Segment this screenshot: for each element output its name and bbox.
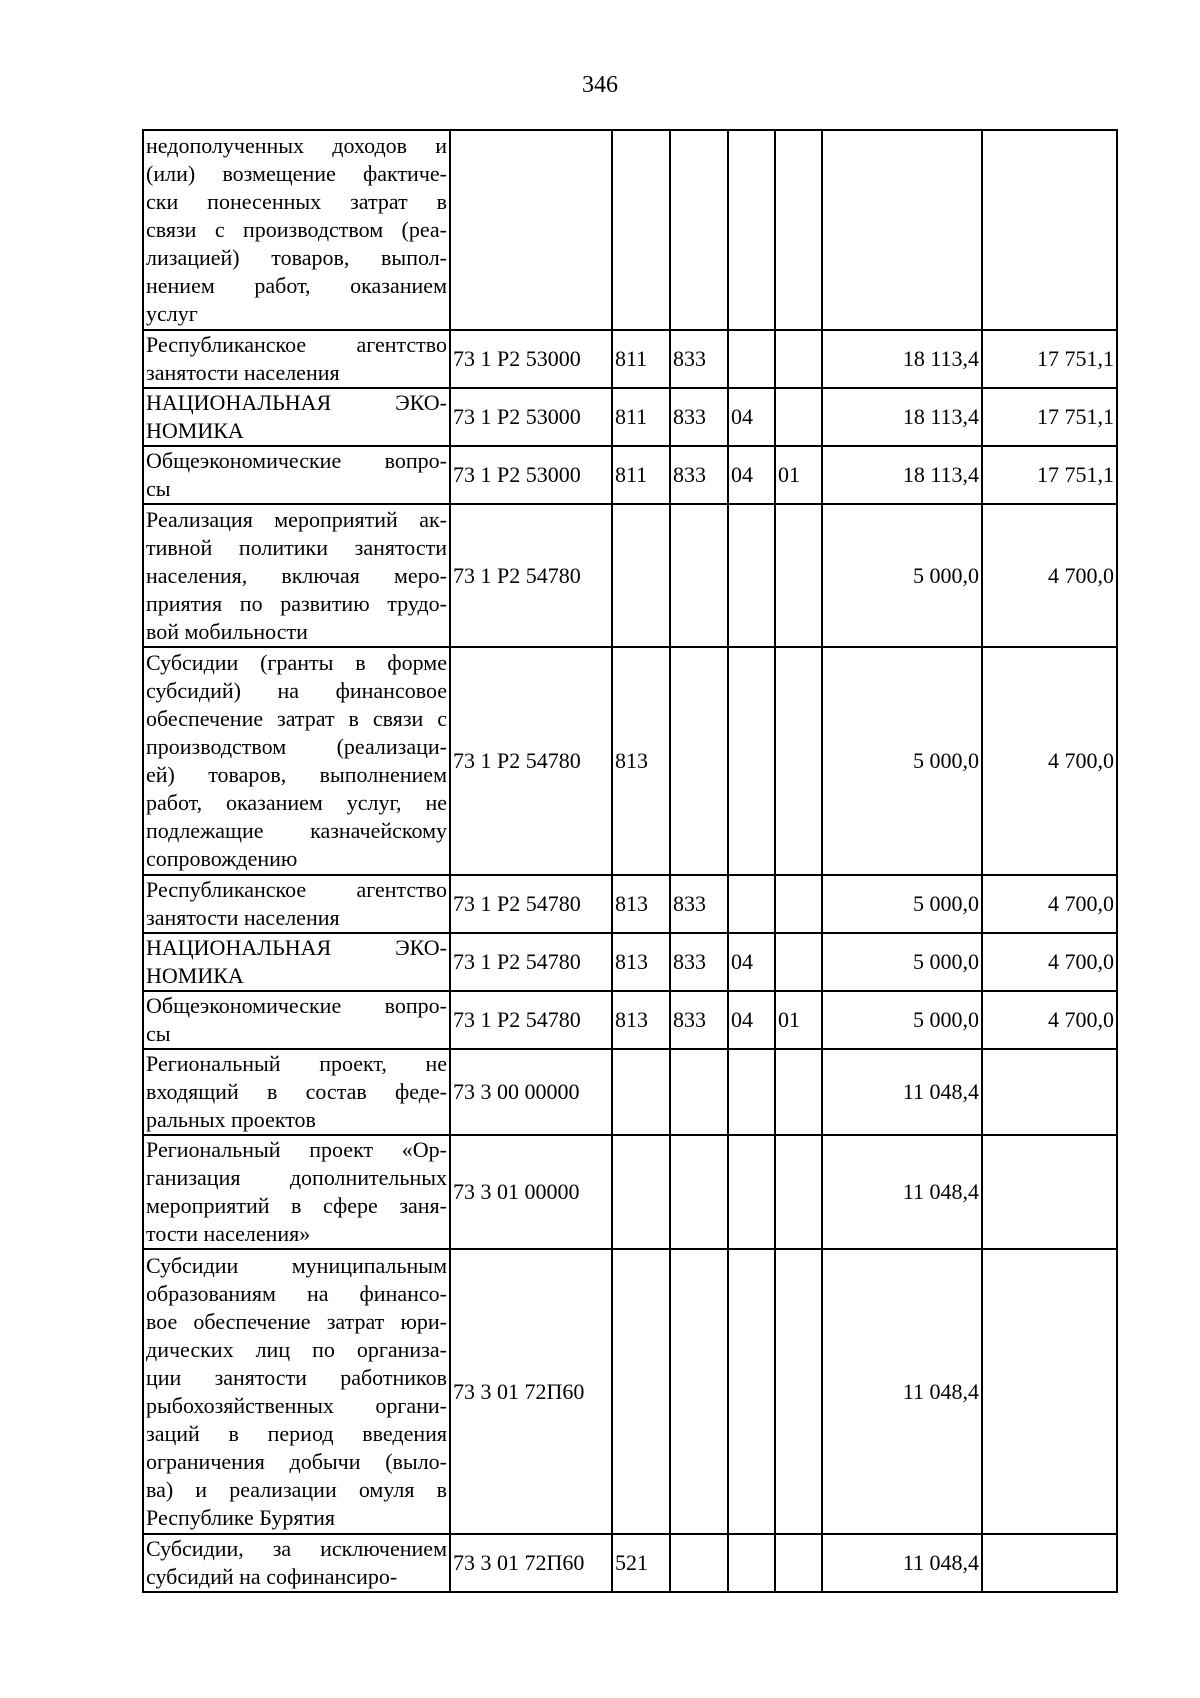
- amount-year2-cell: 4 700,0: [982, 991, 1117, 1049]
- table-row: [143, 504, 1117, 647]
- row-name-line: недополученных доходов и: [146, 133, 447, 158]
- budget-table: [142, 129, 1118, 1593]
- row-name-line: вой мобильности: [146, 618, 308, 644]
- row-name-line: дических лиц по организа-: [146, 1336, 447, 1362]
- row-name-line: ей) товаров, выполнением: [146, 762, 447, 787]
- row-name-line: образованиям на финансо-: [146, 1280, 447, 1306]
- subsection-cell: [775, 1534, 822, 1592]
- expense-type-cell: [612, 130, 670, 330]
- expense-type-cell: [612, 504, 670, 647]
- row-name-line: Субсидии муниципальным: [146, 1252, 447, 1278]
- subsection-cell: [775, 1249, 822, 1534]
- row-name-line: Субсидии, за исключением: [146, 1536, 447, 1561]
- row-name-line: Республиканское агентство: [146, 877, 447, 902]
- row-name-line: субсидий на софинансиро-: [146, 1564, 398, 1589]
- amount-year1-cell: 11 048,4: [822, 1049, 982, 1135]
- row-name-line: ва) и реализации омуля в: [146, 1476, 447, 1502]
- code-cell: 73 1 P2 53000: [450, 330, 612, 388]
- row-name-line: населения, включая меро-: [146, 562, 447, 588]
- row-name-cell: [143, 1135, 450, 1249]
- row-name-line: НОМИКА: [146, 963, 244, 988]
- row-name-cell: [143, 875, 450, 933]
- section-cell: 04: [728, 933, 775, 991]
- row-name-line: тости населения»: [146, 1221, 311, 1246]
- row-name-line: сы: [146, 476, 171, 501]
- expense-type-cell: 813: [612, 991, 670, 1049]
- section-cell: 04: [728, 388, 775, 446]
- administrator-cell: [670, 1049, 728, 1135]
- amount-year1-cell: 11 048,4: [822, 1135, 982, 1249]
- code-cell: 73 1 P2 54780: [450, 933, 612, 991]
- amount-year2-cell: [982, 1249, 1117, 1534]
- row-name-line: ски понесенных затрат в: [146, 189, 447, 214]
- code-cell: [450, 130, 612, 330]
- expense-type-cell: 811: [612, 330, 670, 388]
- row-name-cell: [143, 1534, 450, 1592]
- row-name-line: обеспечение затрат в связи с: [146, 706, 447, 731]
- amount-year2-cell: [982, 1049, 1117, 1135]
- amount-year1-cell: 11 048,4: [822, 1534, 982, 1592]
- row-name-line: услуг: [146, 301, 198, 326]
- subsection-cell: [775, 504, 822, 647]
- expense-type-cell: 813: [612, 647, 670, 875]
- row-name-line: подлежащие казначейскому: [146, 818, 447, 843]
- section-cell: [728, 330, 775, 388]
- amount-year2-cell: 17 751,1: [982, 446, 1117, 504]
- row-name-line: Республиканское агентство: [146, 332, 447, 357]
- row-name-cell: [143, 647, 450, 875]
- amount-year1-cell: 5 000,0: [822, 875, 982, 933]
- table-row: [143, 1049, 1117, 1135]
- row-name-line: нением работ, оказанием: [146, 273, 447, 298]
- section-cell: 04: [728, 446, 775, 504]
- row-name-line: приятия по развитию трудо-: [146, 590, 447, 616]
- table-row: [143, 446, 1117, 504]
- amount-year1-cell: 11 048,4: [822, 1249, 982, 1534]
- row-name-cell: [143, 388, 450, 446]
- amount-year2-cell: 17 751,1: [982, 388, 1117, 446]
- row-name-line: субсидий) на финансовое: [146, 678, 447, 703]
- section-cell: [728, 130, 775, 330]
- row-name-line: ральных проектов: [146, 1107, 316, 1132]
- expense-type-cell: 813: [612, 875, 670, 933]
- row-name-line: Республике Бурятия: [146, 1504, 336, 1530]
- administrator-cell: [670, 647, 728, 875]
- expense-type-cell: [612, 1135, 670, 1249]
- amount-year1-cell: 5 000,0: [822, 991, 982, 1049]
- row-name-line: НАЦИОНАЛЬНАЯ ЭКО-: [146, 390, 447, 415]
- administrator-cell: [670, 130, 728, 330]
- administrator-cell: 833: [670, 446, 728, 504]
- row-name-cell: [143, 1049, 450, 1135]
- row-name-line: Общеэкономические вопро-: [146, 448, 447, 473]
- row-name-line: НАЦИОНАЛЬНАЯ ЭКО-: [146, 935, 447, 960]
- expense-type-cell: 521: [612, 1534, 670, 1592]
- code-cell: 73 1 P2 53000: [450, 388, 612, 446]
- amount-year1-cell: 5 000,0: [822, 647, 982, 875]
- table-row: [143, 130, 1117, 330]
- row-name-line: Региональный проект «Ор-: [146, 1137, 447, 1162]
- table-row: [143, 875, 1117, 933]
- amount-year1-cell: 18 113,4: [822, 388, 982, 446]
- amount-year1-cell: 5 000,0: [822, 933, 982, 991]
- row-name-line: связи с производством (реа-: [146, 217, 447, 242]
- row-name-line: лизацией) товаров, выпол-: [146, 245, 447, 270]
- table-row: [143, 330, 1117, 388]
- code-cell: 73 1 P2 54780: [450, 647, 612, 875]
- table-row: [143, 1135, 1117, 1249]
- subsection-cell: [775, 1135, 822, 1249]
- row-name-cell: [143, 991, 450, 1049]
- section-cell: [728, 504, 775, 647]
- expense-type-cell: [612, 1049, 670, 1135]
- table-row: [143, 991, 1117, 1049]
- table-row: [143, 647, 1117, 875]
- expense-type-cell: [612, 1249, 670, 1534]
- amount-year2-cell: [982, 130, 1117, 330]
- row-name-line: ганизация дополнительных: [146, 1165, 447, 1190]
- subsection-cell: [775, 647, 822, 875]
- administrator-cell: 833: [670, 875, 728, 933]
- amount-year2-cell: 4 700,0: [982, 875, 1117, 933]
- code-cell: 73 1 P2 54780: [450, 504, 612, 647]
- table-row: [143, 388, 1117, 446]
- code-cell: 73 1 P2 53000: [450, 446, 612, 504]
- row-name-line: входящий в состав феде-: [146, 1079, 447, 1104]
- row-name-line: сопровождению: [146, 846, 298, 871]
- administrator-cell: 833: [670, 388, 728, 446]
- section-cell: [728, 1049, 775, 1135]
- row-name-line: ции занятости работников: [146, 1364, 447, 1390]
- row-name-cell: [143, 933, 450, 991]
- section-cell: 04: [728, 991, 775, 1049]
- amount-year1-cell: 18 113,4: [822, 330, 982, 388]
- code-cell: 73 3 01 00000: [450, 1135, 612, 1249]
- row-name-line: занятости населения: [146, 905, 340, 930]
- subsection-cell: [775, 130, 822, 330]
- row-name-line: Реализация мероприятий ак-: [146, 506, 447, 532]
- administrator-cell: [670, 504, 728, 647]
- subsection-cell: 01: [775, 991, 822, 1049]
- code-cell: 73 1 P2 54780: [450, 991, 612, 1049]
- row-name-line: вое обеспечение затрат юри-: [146, 1308, 447, 1334]
- row-name-line: ограничения добычи (вылo-: [146, 1448, 447, 1474]
- administrator-cell: [670, 1249, 728, 1534]
- row-name-cell: [143, 1249, 450, 1534]
- subsection-cell: [775, 330, 822, 388]
- expense-type-cell: 813: [612, 933, 670, 991]
- subsection-cell: 01: [775, 446, 822, 504]
- table-row: [143, 933, 1117, 991]
- amount-year2-cell: [982, 1135, 1117, 1249]
- section-cell: [728, 875, 775, 933]
- code-cell: 73 3 01 72П60: [450, 1249, 612, 1534]
- page-number: 346: [582, 72, 618, 98]
- subsection-cell: [775, 933, 822, 991]
- expense-type-cell: 811: [612, 446, 670, 504]
- row-name-line: тивной политики занятости: [146, 534, 447, 560]
- amount-year1-cell: [822, 130, 982, 330]
- row-name-line: Общеэкономические вопро-: [146, 993, 447, 1018]
- amount-year2-cell: 17 751,1: [982, 330, 1117, 388]
- administrator-cell: [670, 1534, 728, 1592]
- row-name-line: рыбохозяйственных органи-: [146, 1392, 447, 1418]
- amount-year1-cell: 5 000,0: [822, 504, 982, 647]
- row-name-line: НОМИКА: [146, 418, 244, 443]
- subsection-cell: [775, 1049, 822, 1135]
- table-row: [143, 1249, 1117, 1534]
- row-name-line: работ, оказанием услуг, не: [146, 790, 447, 815]
- administrator-cell: 833: [670, 991, 728, 1049]
- row-name-line: заций в период введения: [146, 1420, 447, 1446]
- row-name-line: сы: [146, 1021, 171, 1046]
- section-cell: [728, 647, 775, 875]
- row-name-line: Субсидии (гранты в форме: [146, 650, 447, 675]
- row-name-line: Региональный проект, не: [146, 1051, 447, 1076]
- code-cell: 73 3 01 72П60: [450, 1534, 612, 1592]
- row-name-cell: [143, 330, 450, 388]
- table-row: [143, 1534, 1117, 1592]
- row-name-cell: [143, 446, 450, 504]
- administrator-cell: 833: [670, 933, 728, 991]
- amount-year2-cell: 4 700,0: [982, 647, 1117, 875]
- row-name-line: (или) возмещение фактиче-: [146, 161, 447, 186]
- amount-year2-cell: 4 700,0: [982, 933, 1117, 991]
- administrator-cell: 833: [670, 330, 728, 388]
- row-name-line: производством (реализаци-: [146, 734, 447, 759]
- code-cell: 73 3 00 00000: [450, 1049, 612, 1135]
- section-cell: [728, 1249, 775, 1534]
- amount-year2-cell: 4 700,0: [982, 504, 1117, 647]
- administrator-cell: [670, 1135, 728, 1249]
- row-name-cell: [143, 504, 450, 647]
- code-cell: 73 1 P2 54780: [450, 875, 612, 933]
- row-name-line: мероприятий в сфере заня-: [146, 1193, 447, 1218]
- expense-type-cell: 811: [612, 388, 670, 446]
- section-cell: [728, 1135, 775, 1249]
- amount-year1-cell: 18 113,4: [822, 446, 982, 504]
- amount-year2-cell: [982, 1534, 1117, 1592]
- table-body: [143, 130, 1117, 1592]
- row-name-line: занятости населения: [146, 360, 340, 385]
- section-cell: [728, 1534, 775, 1592]
- subsection-cell: [775, 388, 822, 446]
- subsection-cell: [775, 875, 822, 933]
- row-name-cell: [143, 130, 450, 330]
